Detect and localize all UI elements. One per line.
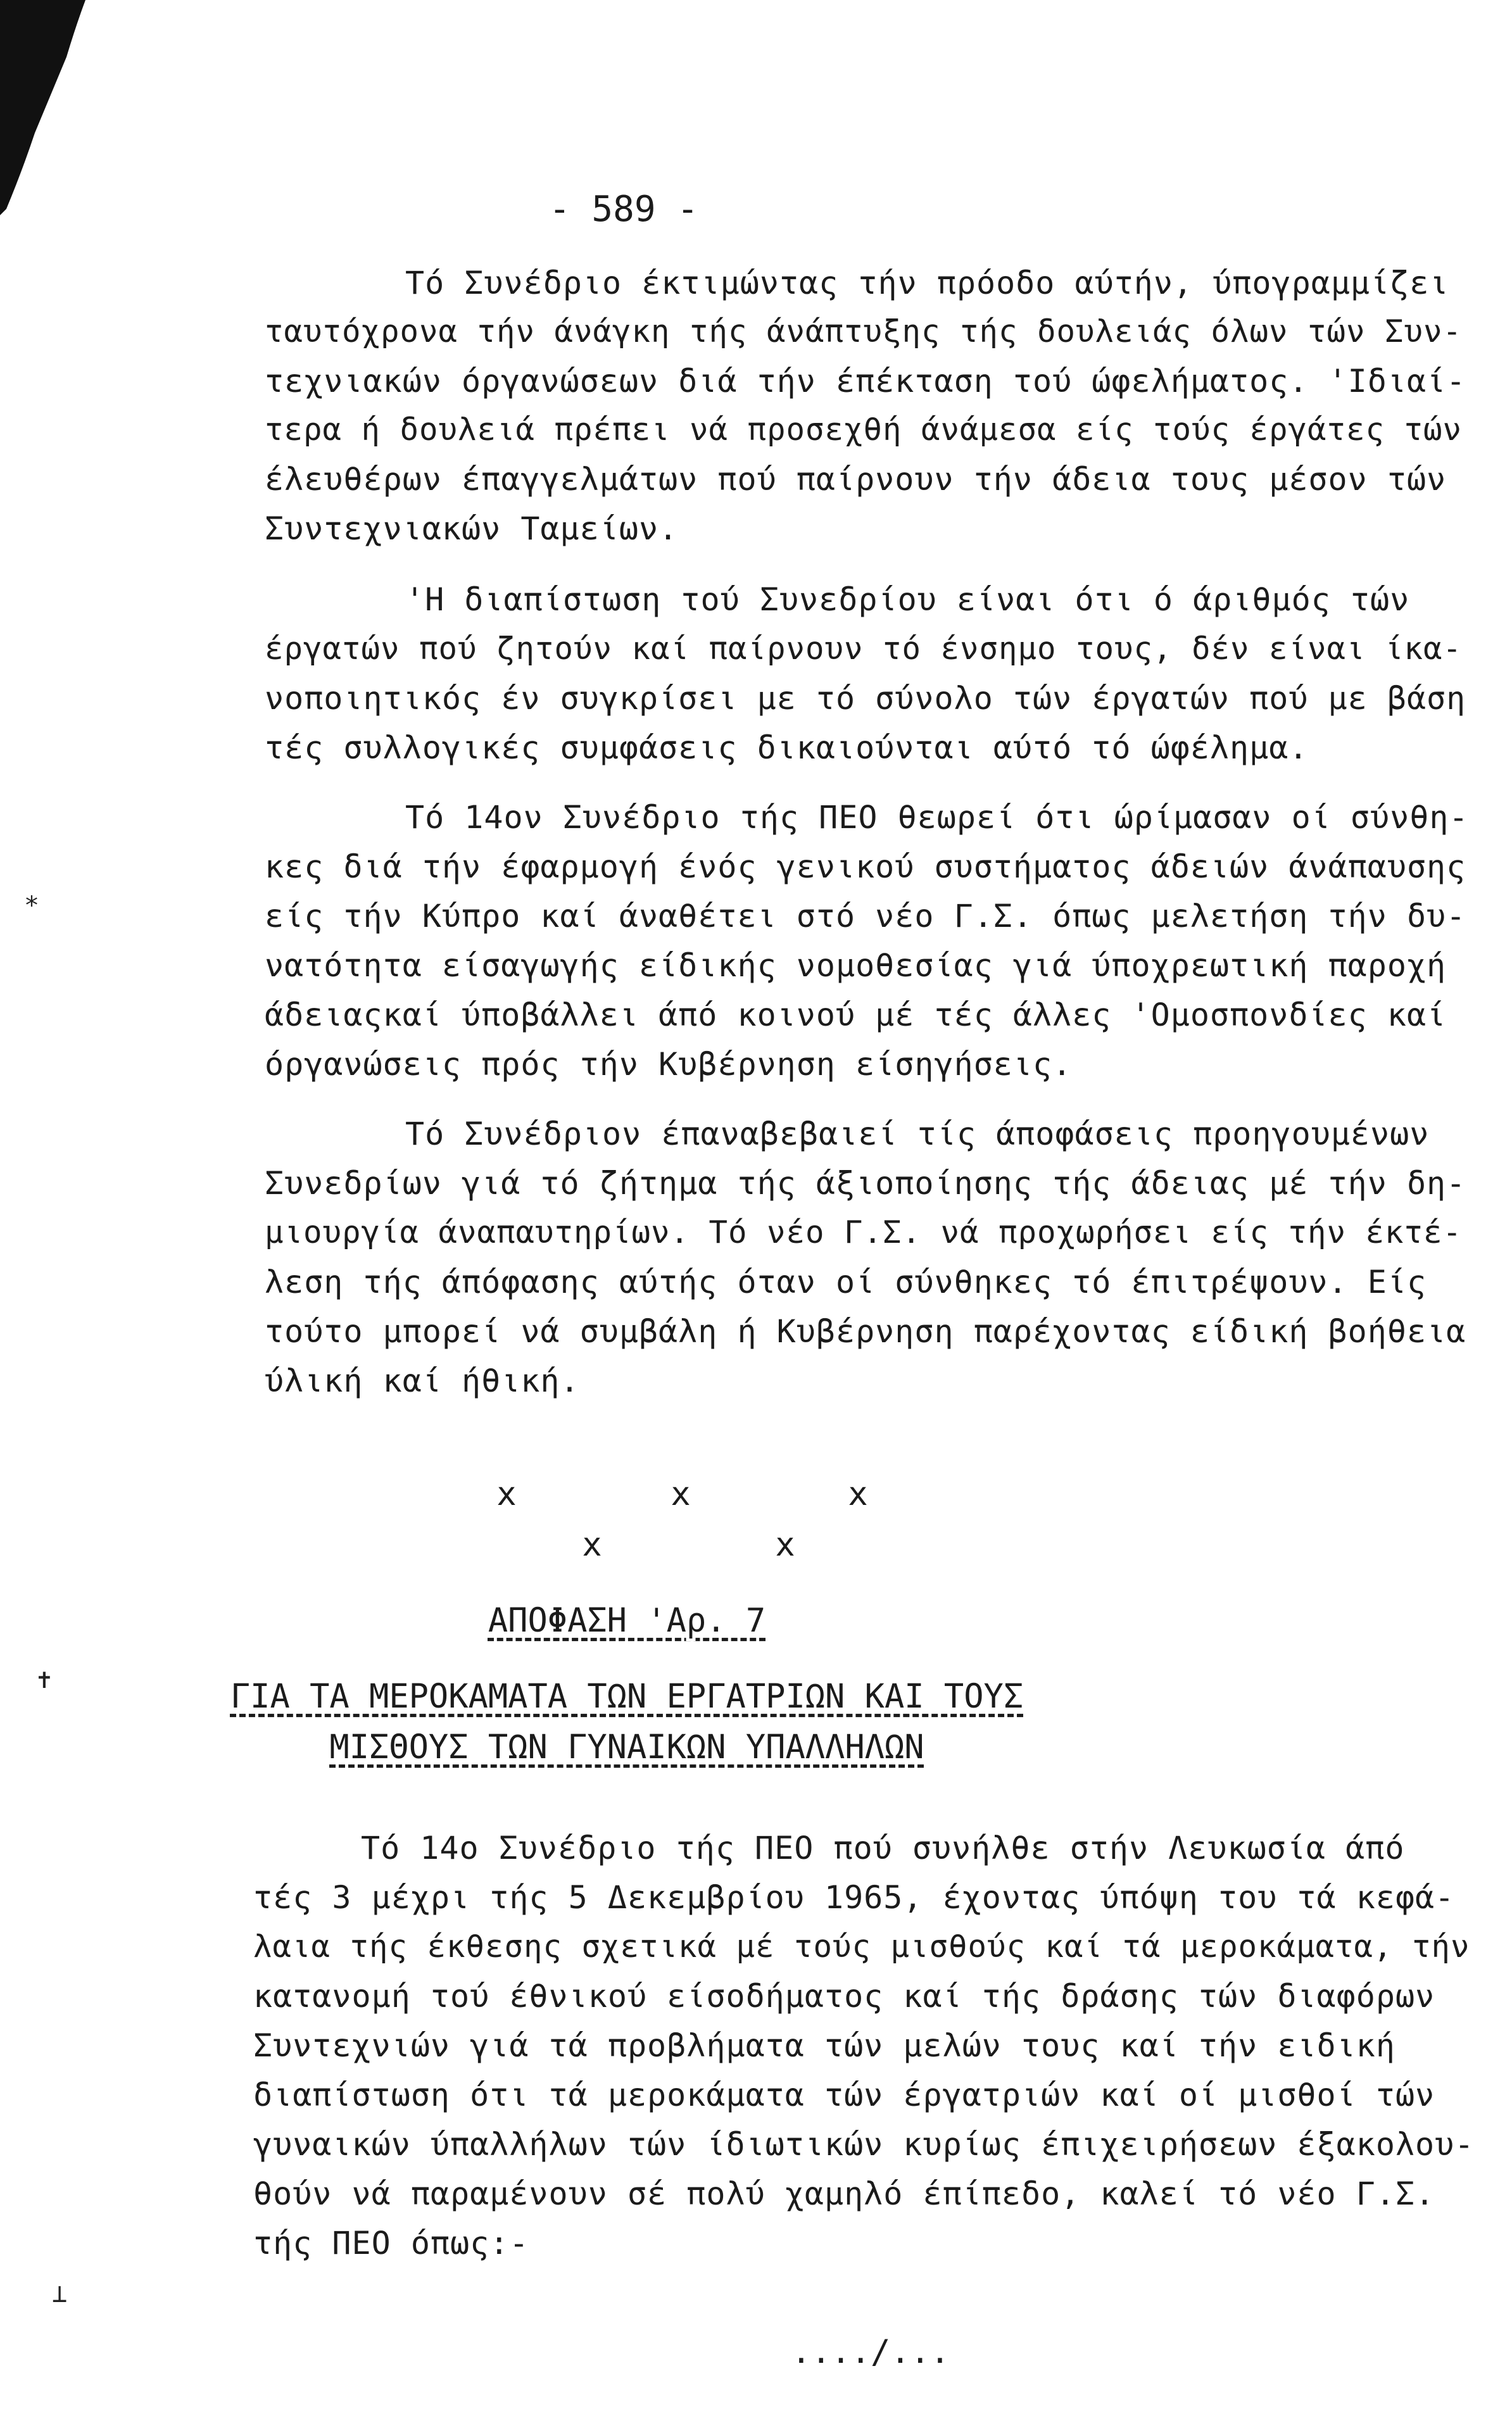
separator-x: x xyxy=(496,1475,517,1513)
paragraph-5-line: γυναικών ύπαλλήλων τών ίδιωτικών κυρίως έπιχειρήσεων έξακολου- xyxy=(253,2126,1475,2163)
margin-mark: ✝ xyxy=(37,1665,53,1694)
paragraph-1-line: έλευθέρων έπαγγελμάτων πού παίρνουν τήν άδεια τους μέσον τών xyxy=(265,461,1447,498)
margin-mark: ⟂ xyxy=(52,2279,68,2308)
paragraph-3-line: είς τήν Κύπρο καί άναθέτει στό νέο Γ.Σ. όπως μελετήση τήν δυ- xyxy=(265,898,1466,934)
paragraph-2-line: νοποιητικός έν συγκρίσει με τό σύνολο τών έργατών πού με βάση xyxy=(265,680,1466,717)
paragraph-4-line: Συνεδρίων γιά τό ζήτημα τής άξιοποίησης τής άδειας μέ τήν δη- xyxy=(265,1165,1466,1202)
paragraph-5-line: τής ΠΕΟ όπως:- xyxy=(253,2225,529,2262)
paragraph-5-line: λαια τής έκθεσης σχετικά μέ τούς μισθούς καί τά μεροκάματα, τήν xyxy=(253,1928,1470,1965)
paragraph-4-line: Τό Συνέδριον έπαναβεβαιεί τίς άποφάσεις προηγουμένων xyxy=(405,1116,1430,1152)
paragraph-1-line: Τό Συνέδριο έκτιμώντας τήν πρόοδο αύτήν, ύπογραμμίζει xyxy=(405,265,1449,301)
separator-x: x xyxy=(582,1526,602,1564)
paragraph-5-line: Τό 14ο Συνέδριο τής ΠΕΟ πού συνήλθε στήν Λευκωσία άπό xyxy=(361,1830,1405,1866)
paragraph-2-line: 'Η διαπίστωση τού Συνεδρίου είναι ότι ό άριθμός τών xyxy=(405,581,1410,618)
page-number: - 589 - xyxy=(548,189,698,230)
paragraph-1-line: τερα ή δουλειά πρέπει νά προσεχθή άνάμεσα είς τούς έργάτες τών xyxy=(265,412,1463,448)
paragraph-2-line: τές συλλογικές συμφάσεις δικαιούνται αύτό τό ώφέλημα. xyxy=(265,729,1309,766)
decision-heading: ΑΠΟΦΑΣΗ 'Αρ. 7 xyxy=(488,1602,766,1640)
paragraph-1-line: Συντεχνιακών Ταμείων. xyxy=(265,510,679,547)
paragraph-5-line: Συντεχνιών γιά τά προβλήματα τών μελών τους καί τήν ειδική xyxy=(253,2027,1395,2064)
separator-x: x xyxy=(848,1475,868,1513)
paragraph-2-line: έργατών πού ζητούν καί παίρνουν τό ένσημο τους, δέν είναι ίκα- xyxy=(265,631,1463,667)
paragraph-4-line: μιουργία άναπαυτηρίων. Τό νέο Γ.Σ. νά προχωρήσει είς τήν έκτέ- xyxy=(265,1214,1463,1250)
separator-x: x xyxy=(671,1475,691,1513)
paragraph-5-line: διαπίστωση ότι τά μεροκάματα τών έργατριών καί οί μισθοί τών xyxy=(253,2077,1435,2113)
paragraph-5-line: κατανομή τού έθνικού είσοδήματος καί τής δράσης τών διαφόρων xyxy=(253,1978,1435,2015)
paragraph-4-line: λεση τής άπόφασης αύτής όταν οί σύνθηκες τό έπιτρέψουν. Είς xyxy=(265,1264,1427,1300)
paragraph-3-line: Τό 14ον Συνέδριο τής ΠΕΟ θεωρεί ότι ώρίμασαν οί σύνθη- xyxy=(405,799,1469,836)
separator-x: x xyxy=(775,1526,795,1564)
paragraph-3-line: άδειαςκαί ύποβάλλει άπό κοινού μέ τές άλλες 'Ομοσπονδίες καί xyxy=(265,997,1447,1033)
paragraph-4-line: ύλική καί ήθική. xyxy=(265,1362,580,1399)
scan-corner-shadow xyxy=(0,0,127,215)
decision-title: ΜΙΣΘΟΥΣ ΤΩΝ ΓΥΝΑΙΚΩΝ ΥΠΑΛΛΗΛΩΝ xyxy=(329,1728,924,1766)
paragraph-1-line: τεχνιακών όργανώσεων διά τήν έπέκταση τού ώφελήματος. 'Ιδιαί- xyxy=(265,363,1466,400)
paragraph-5-line: θούν νά παραμένουν σέ πολύ χαμηλό έπίπεδο, καλεί τό νέο Γ.Σ. xyxy=(253,2175,1435,2212)
decision-title: ΓΙΑ ΤΑ ΜΕΡΟΚΑΜΑΤΑ ΤΩΝ ΕΡΓΑΤΡΙΩΝ ΚΑΙ ΤΟΥΣ xyxy=(230,1678,1024,1716)
paragraph-4-line: τούτο μπορεί νά συμβάλη ή Κυβέρνηση παρέχοντας είδική βοήθεια xyxy=(265,1313,1466,1350)
paragraph-3-line: όργανώσεις πρός τήν Κυβέρνηση είσηγήσεις. xyxy=(265,1046,1073,1083)
paragraph-1-line: ταυτόχρονα τήν άνάγκη τής άνάπτυξης τής δουλειάς όλων τών Συν- xyxy=(265,313,1463,349)
paragraph-3-line: κες διά τήν έφαρμογή ένός γενικού συστήματος άδειών άνάπαυσης xyxy=(265,848,1466,885)
continuation-marker: ..../... xyxy=(791,2333,950,2371)
paragraph-3-line: νατότητα είσαγωγής είδικής νομοθεσίας γιά ύποχρεωτική παροχή xyxy=(265,947,1447,984)
margin-mark: ⁎ xyxy=(25,883,38,912)
paragraph-5-line: τές 3 μέχρι τής 5 Δεκεμβρίου 1965, έχοντας ύπόψη του τά κεφά- xyxy=(253,1879,1455,1916)
